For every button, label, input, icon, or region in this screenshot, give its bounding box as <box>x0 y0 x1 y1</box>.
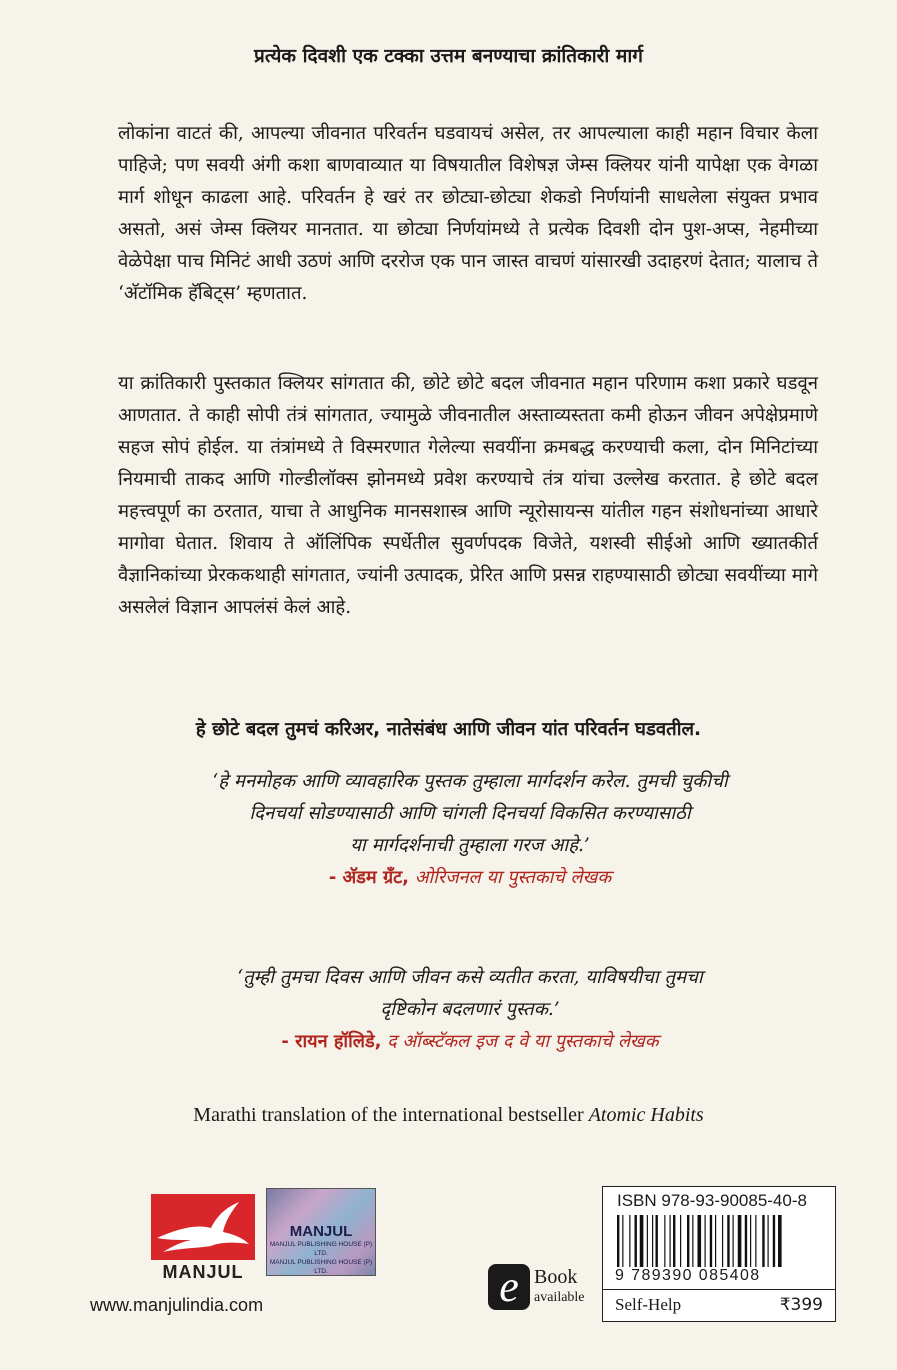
ebook-available: available <box>534 1290 585 1305</box>
hologram-sticker <box>266 1188 376 1276</box>
price: ₹399 <box>779 1295 823 1315</box>
quote-line: ‘हे मनमोहक आणि व्यावहारिक पुस्तक तुम्हाला मार्गदर्शन करेल. तुमची चुकीची <box>212 771 728 792</box>
hologram-text: MANJUL PUBLISHING HOUSE (P) LTD. <box>269 1259 373 1275</box>
description-paragraph-2: या क्रांतिकारी पुस्तकात क्लियर सांगतात की, छोटे छोटे बदल जीवनात महान परिणाम कशा प्रकारे घडवून आणतात. ते काही सोपी तंत्रं सांगतात, ज्यामुळे जीवनातील अस्ताव्यस्तता कमी होऊन जीवन अपेक्षेप्रमाणे सहज सोपं होईल. या तंत्रांमध्ये ते विस्मरणात गेलेल्या सवयींना क्रमबद्ध करण्याची कला, दोन मिनिटांच्या नियमाची ताकद आणि गोल्डीलॉक्स झोनमध्ये प्रवेश करण्याचे तंत्र यांचा उल्लेख करतात. हे छोटे बदल महत्त्वपूर्ण का ठरतात, याचा ते आधुनिक मानसशास्त्र आणि न्यूरोसायन्स यांतील गहन संशोधनांच्या आधारे मागोवा घेतात. शिवाय ते ऑलिंपिक स्पर्धेतील सुवर्णपदक विजेते, यशस्वी सीईओ आणि ख्यातकीर्त वैज्ञानिकांच्या प्रेरककथाही सांगतात, ज्यांनी उत्पादक, प्रेरित आणि प्रसन्न राहण्यासाठी छोट्या सवयींच्या मागे असलेलं विज्ञान आपलंसं केलं आहे. <box>118 373 818 618</box>
publisher-name: MANJUL <box>162 1262 244 1282</box>
quote-line: दिनचर्या सोडण्यासाठी आणि चांगली दिनचर्या विकसित करण्यासाठी <box>249 803 691 824</box>
endorsement-quote-1 <box>150 766 790 894</box>
ebook-label: Book <box>534 1266 578 1288</box>
barcode-icon <box>617 1215 821 1267</box>
ebook-e-icon: e <box>488 1264 530 1310</box>
bird-logo-icon <box>151 1194 255 1260</box>
quote-author: - रायन हॉलिडे, <box>281 1031 382 1052</box>
quote-attribution <box>150 1026 790 1058</box>
isbn-barcode-box <box>602 1186 836 1322</box>
headline: हे छोटे बदल तुमचं करिअर, नातेसंबंध आणि जीवन यांत परिवर्तन घडवतील. <box>195 719 702 740</box>
ebook-badge <box>488 1264 584 1318</box>
tagline: प्रत्येक दिवशी एक टक्का उत्तम बनण्याचा क्रांतिकारी मार्ग <box>254 45 643 67</box>
translation-note <box>0 1104 897 1127</box>
category: Self-Help <box>615 1295 682 1314</box>
description-paragraph-1: लोकांना वाटतं की, आपल्या जीवनात परिवर्तन घडवायचं असेल, तर आपल्याला काही महान विचार केला पाहिजे; पण सवयी अंगी कशा बाणवाव्यात या विषयातील विशेषज्ञ जेम्स क्लियर यांनी यापेक्षा एक वेगळा मार्ग शोधून काढला आहे. परिवर्तन हे खरं तर छोट्या-छोट्या शेकडो निर्णयांनी साधलेला संयुक्त प्रभाव असतो, असं जेम्स क्लियर मानतात. या छोट्या निर्णयांमध्ये ते प्रत्येक दिवशी दोन पुश-अप्स, नेहमीच्या वेळेपेक्षा पाच मिनिटं आधी उठणं आणि दररोज एक पान जास्त वाचणं यांसारखी उदाहरणं देतात; यालाच ते ‘अ‍ॅटॉमिक हॅबिट्स’ म्हणतात. <box>118 123 818 304</box>
translation-prefix: Marathi translation of the international bestseller <box>193 1104 584 1126</box>
quote-line: ‘तुम्ही तुमचा दिवस आणि जीवन कसे व्यतीत करता, याविषयीचा तुमचा <box>237 967 703 988</box>
endorsement-quote-2 <box>150 962 790 1058</box>
divider <box>603 1289 835 1290</box>
original-title: Atomic Habits <box>588 1104 704 1126</box>
isbn-label: ISBN 978-93-90085-40-8 <box>617 1191 807 1210</box>
quote-author-work: द ऑब्स्टॅकल इज द वे या पुस्तकाचे लेखक <box>387 1031 659 1052</box>
quote-author: - अ‍ॅडम ग्रँट, <box>328 867 410 888</box>
hologram-title: MANJUL <box>289 1223 353 1240</box>
quote-line: दृष्टिकोन बदलणारं पुस्तक.’ <box>380 999 560 1020</box>
manjul-logo <box>148 1194 258 1284</box>
quote-author-work: ओरिजनल या पुस्तकाचे लेखक <box>414 867 612 888</box>
quote-attribution <box>150 862 790 894</box>
barcode-digits: 9 789390 085408 <box>615 1267 761 1284</box>
website-url: www.manjulindia.com <box>90 1295 264 1315</box>
quote-line: या मार्गदर्शनाची तुम्हाला गरज आहे.’ <box>350 835 590 856</box>
hologram-text: MANJUL PUBLISHING HOUSE (P) LTD. <box>269 1241 373 1257</box>
